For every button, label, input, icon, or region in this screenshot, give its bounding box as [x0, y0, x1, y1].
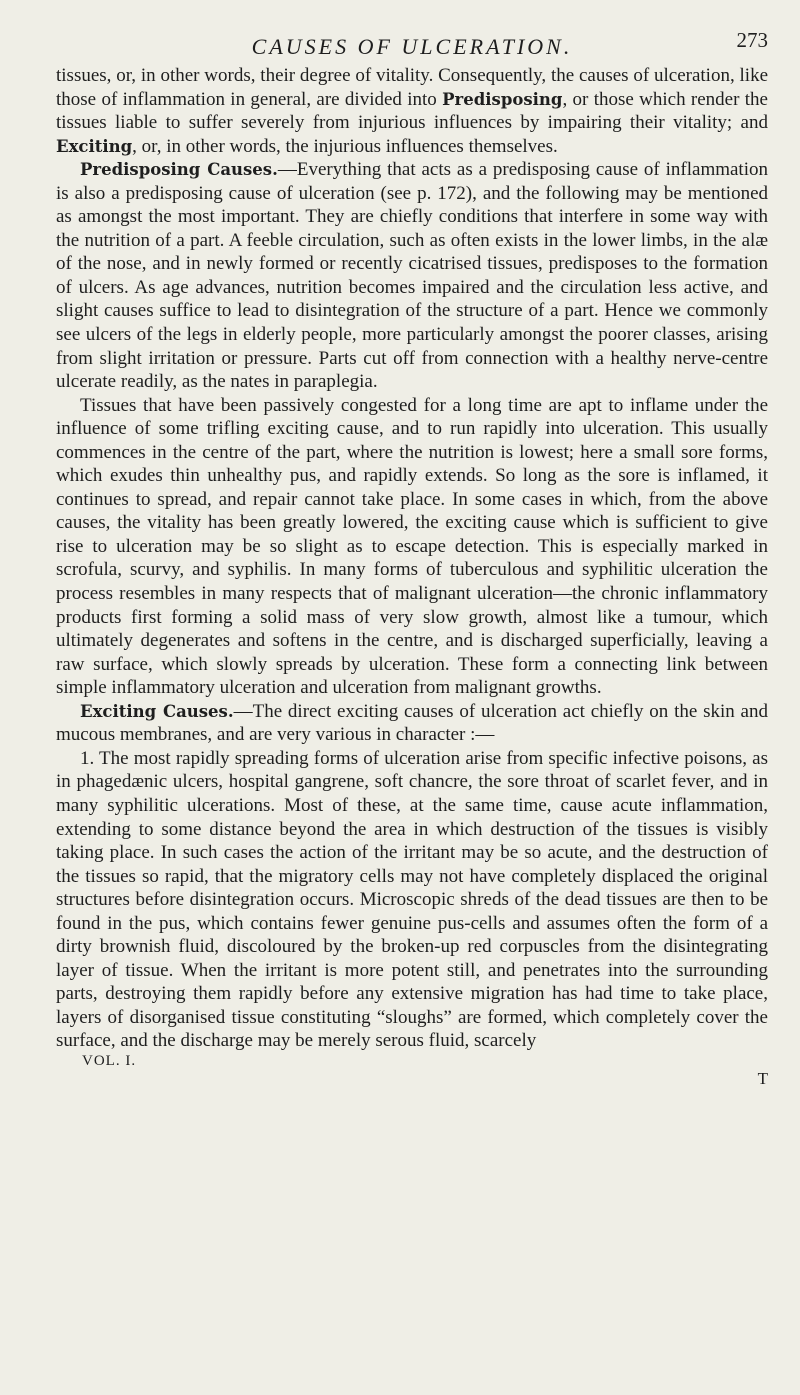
signature-mark: T	[757, 1068, 768, 1088]
paragraph-1-text-c: , or, in other words, the injurious influences themselves.	[132, 135, 558, 157]
paragraph-2-text: —Everything that acts as a predisposing cause of inflammation is also a predisposing cause of ulceration (see p. 172), and the following may be mentioned as amongst the most important. They are chiefly conditions that interfere in some way with the nutrition of a part. A feeble circulation, such as often exists in the lower limbs, in the alæ of the nose, and in newly formed or recently cicatrised tissues, predisposes to the formation of ulcers. As age advances, nutrition becomes impaired and the circulation less active, and slight causes suffice to lead to disintegration of the structure of a part. Hence we commonly see ulcers of the legs in elderly people, more particularly amongst the poorer classes, arising from slight irritation or pressure. Parts cut off from connection with a healthy nerve-centre ulcerate readily, as the nates in paraplegia.	[56, 159, 768, 393]
paragraph-predisposing-causes	[56, 158, 768, 393]
paragraph-congested-tissues: Tissues that have been passively congested for a long time are apt to inflame under the influence of some trifling exciting cause, and to run rapidly into ulceration. This usually commences in the centre of the part, where the nutrition is lowest; here a small sore forms, which exudes thin unhealthy pus, and rapidly extends. So long as the sore is inflamed, it continues to spread, and repair cannot take place. In some cases in which, from the above causes, the vitality has been greatly lowered, the exciting cause which is sufficient to give rise to ulceration may be so slight as to escape detection. This is especially marked in scrofula, scurvy, and syphilis. In many forms of tuberculous and syphilitic ulceration the process resembles in many respects that of malignant ulceration—the chronic inflammatory products first forming a solid mass of very slow growth, almost like a tumour, which ultimately degenerates and softens in the centre, and is discharged superficially, leaving a raw surface, which slowly spreads by ulceration. These form a connecting link between simple inflammatory ulceration and ulceration from malignant growths.	[56, 394, 768, 699]
heading-predisposing-causes: Predisposing Causes.	[80, 160, 278, 180]
volume-label: VOL. I.	[82, 1052, 137, 1069]
book-page	[56, 20, 768, 1097]
paragraph-exciting-causes	[56, 700, 768, 747]
paragraph-4-text: —The direct exciting causes of ulceration act chiefly on the skin and mucous membranes, and are very various in character :—	[56, 700, 768, 746]
paragraph-1-text-a: tissues, or, in other words, their degree of vitality. Consequently, the causes of ulceration, like those of inflammation in general, are divided into	[56, 65, 768, 110]
body-text	[56, 64, 768, 1053]
heading-exciting-causes: Exciting Causes.	[80, 701, 234, 721]
page-number: 273	[736, 28, 768, 52]
page-footer	[56, 1053, 768, 1097]
paragraph-1-text-b: , or those which render the tissues liable to suffer severely from injurious influences by impairing their vitality; and	[56, 88, 768, 134]
keyword-exciting: Exciting	[56, 136, 133, 156]
paragraph-1	[56, 64, 768, 158]
paragraph-infective-poisons: 1. The most rapidly spreading forms of ulceration arise from specific infective poisons, as in phagedænic ulcers, hospital gangrene, soft chancre, the sore throat of scarlet fever, and in many syphilitic ulcerations. Most of these, at the same time, cause acute inflammation, extending to some distance beyond the area in which destruction of the tissues is visibly taking place. In such cases the action of the irritant may be so acute, and the destruction of the tissues so rapid, that the migratory cells may not have completely displaced the original structures before disintegration occurs. Microscopic shreds of the dead tissues are then to be found in the pus, which contains fewer genuine pus-cells and assumes often the form of a dirty brownish fluid, discoloured by the broken-up red corpuscles from the disintegrating layer of tissue. When the irritant is more potent still, and penetrates into the surrounding parts, destroying them rapidly before any extensive migration has had time to take place, layers of disorganised tissue constituting “sloughs” are formed, which completely cover the surface, and the discharge may be merely serous fluid, scarcely	[56, 747, 768, 1052]
keyword-predisposing: Predisposing	[442, 89, 563, 109]
page-header	[56, 20, 768, 64]
running-head: CAUSES OF ULCERATION.	[251, 34, 573, 59]
